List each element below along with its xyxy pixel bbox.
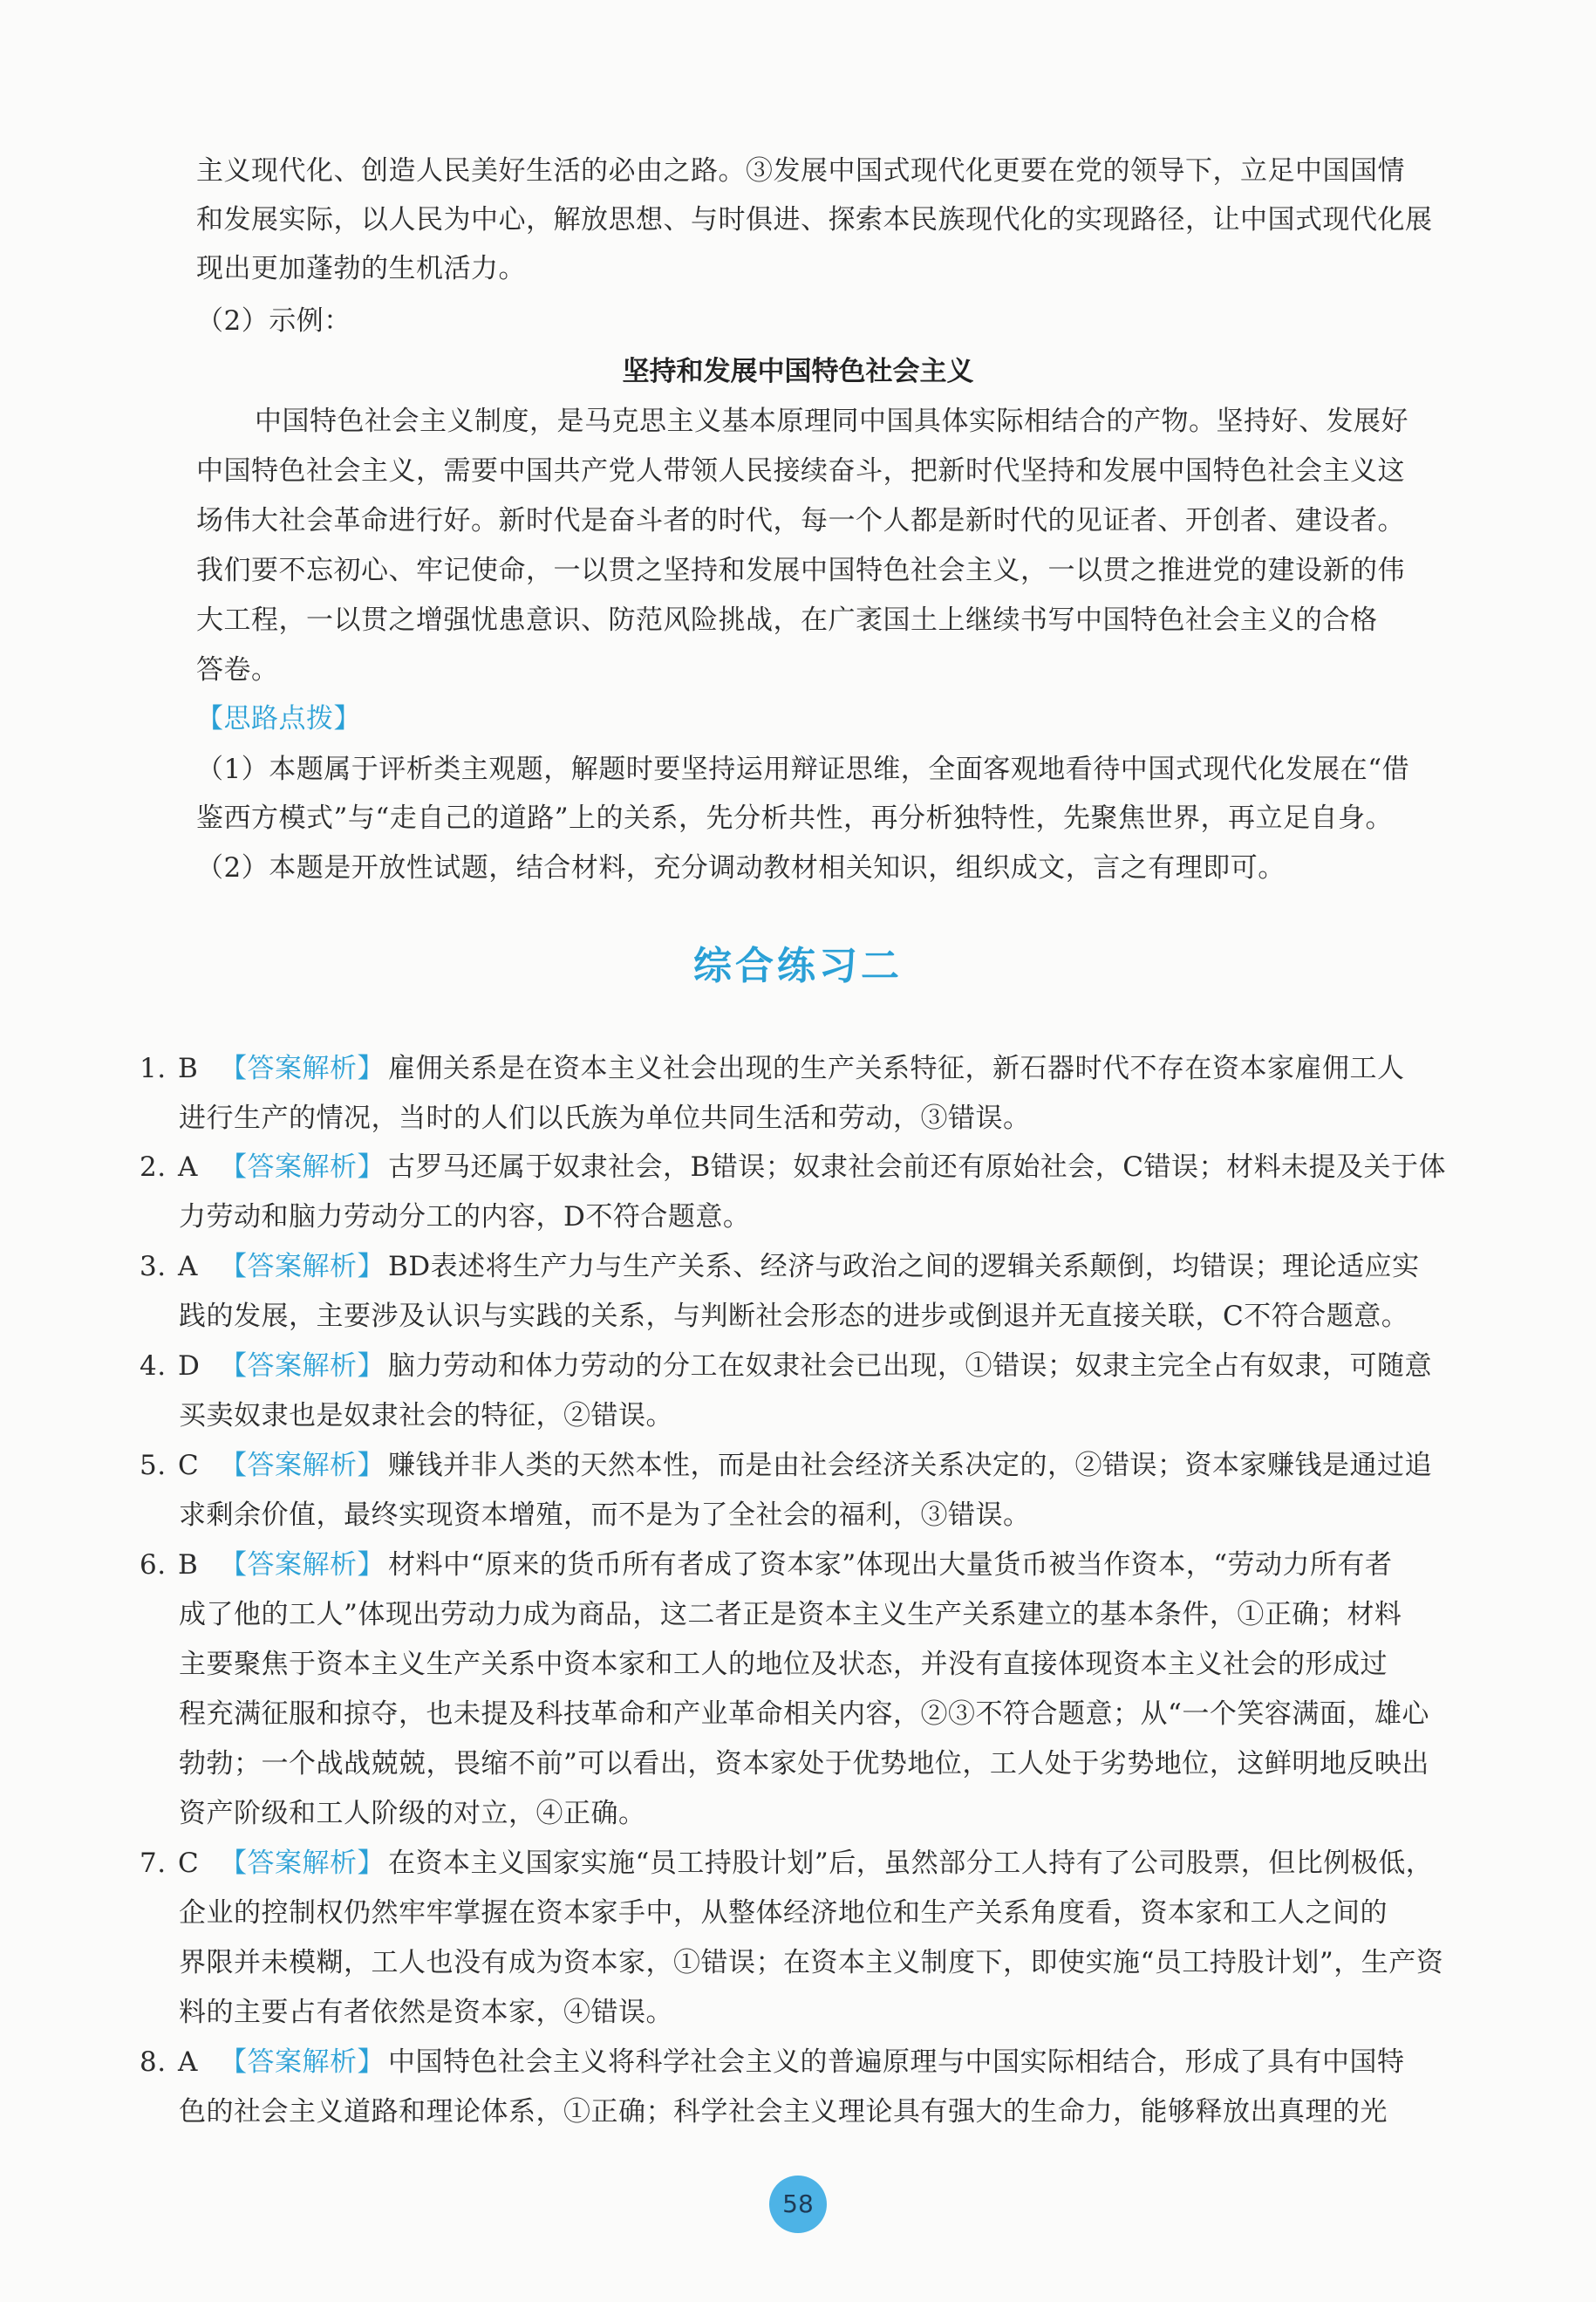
answer-continuation: 勃勃；一个战战兢兢，畏缩不前”可以看出，资本家处于优势地位，工人处于劣势地位，这鲜明地反映出 — [179, 1748, 1429, 1779]
answer-continuation: 成了他的工人”体现出劳动力成为商品，这二者正是资本主义生产关系建立的基本条件，①正确；材料 — [179, 1599, 1402, 1630]
answer-text: 中国特色社会主义将科学社会主义的普遍原理与中国实际相结合，形成了具有中国特 — [388, 2046, 1405, 2078]
answer-continuation: 践的发展，主要涉及认识与实践的关系，与判断社会形态的进步或倒退并无直接关联，C不符合题意。 — [179, 1301, 1409, 1332]
section-title: 综合练习二 — [693, 944, 903, 988]
answer-item — [140, 1547, 1461, 1582]
answer-letter: A — [178, 2046, 198, 2078]
answer-item — [140, 1349, 1461, 1383]
answer-letter: B — [178, 1053, 199, 1084]
answer-tag: 【答案解析】 — [220, 1848, 385, 1879]
answer-continuation: 企业的控制权仍然牢牢掌握在资本家手中，从整体经济地位和生产关系角度看，资本家和工人之间的 — [179, 1897, 1388, 1929]
answer-tag: 【答案解析】 — [220, 1251, 385, 1282]
answer-continuation: 色的社会主义道路和理论体系，①正确；科学社会主义理论具有强大的生命力，能够释放出真理的光 — [179, 2096, 1388, 2128]
answer-letter: C — [178, 1450, 200, 1481]
tip-line: （1）本题属于评析类主观题，解题时要坚持运用辩证思维，全面客观地看待中国式现代化发展在“借 — [196, 754, 1410, 785]
intro-line: 和发展实际，以人民为中心，解放思想、与时俱进、探索本民族现代化的实现路径，让中国式现代化展 — [196, 204, 1433, 236]
answer-item — [140, 1846, 1461, 1881]
essay-line: 答卷。 — [196, 654, 279, 686]
answer-item — [140, 1051, 1461, 1086]
answer-item — [140, 1150, 1461, 1185]
answer-continuation: 资产阶级和工人阶级的对立，④正确。 — [179, 1798, 646, 1829]
answer-continuation: 求剩余价值，最终实现资本增殖，而不是为了全社会的福利，③错误。 — [179, 1499, 1031, 1531]
question-number: 4. — [140, 1350, 167, 1382]
question-number: 6. — [140, 1549, 167, 1581]
answer-tag: 【答案解析】 — [220, 1053, 385, 1084]
answer-text: BD表述将生产力与生产关系、经济与政治之间的逻辑关系颠倒，均错误；理论适应实 — [388, 1251, 1420, 1282]
answer-continuation: 买卖奴隶也是奴隶社会的特征，②错误。 — [179, 1400, 673, 1431]
answer-text: 雇佣关系是在资本主义社会出现的生产关系特征，新石器时代不存在资本家雇佣工人 — [388, 1053, 1405, 1084]
answer-text: 脑力劳动和体力劳动的分工在奴隶社会已出现，①错误；奴隶主完全占有奴隶，可随意 — [388, 1350, 1432, 1382]
answer-continuation: 料的主要占有者依然是资本家，④错误。 — [179, 1997, 673, 2028]
answer-tag: 【答案解析】 — [220, 1350, 385, 1382]
answer-text: 在资本主义国家实施“员工持股计划”后，虽然部分工人持有了公司股票，但比例极低， — [388, 1848, 1434, 1879]
answer-continuation: 力劳动和脑力劳动分工的内容，D不符合题意。 — [179, 1201, 751, 1233]
question-number: 1. — [140, 1053, 167, 1084]
question-number: 2. — [140, 1151, 167, 1183]
answer-letter: A — [178, 1151, 198, 1183]
answer-continuation: 进行生产的情况，当时的人们以氏族为单位共同生活和劳动，③错误。 — [179, 1103, 1031, 1134]
answer-letter: B — [178, 1549, 199, 1581]
question-number: 8. — [140, 2046, 167, 2078]
question-number: 3. — [140, 1251, 167, 1282]
essay-line: 中国特色社会主义，需要中国共产党人带领人民接续奋斗，把新时代坚持和发展中国特色社会主义这 — [196, 455, 1405, 487]
essay-line: 场伟大社会革命进行好。新时代是奋斗者的时代，每一个人都是新时代的见证者、开创者、建设者。 — [196, 505, 1405, 536]
answer-text: 古罗马还属于奴隶社会，B错误；奴隶社会前还有原始社会，C错误；材料未提及关于体 — [388, 1151, 1446, 1183]
answer-item — [140, 1448, 1461, 1483]
answer-continuation: 程充满征服和掠夺，也未提及科技革命和产业革命相关内容，②③不符合题意；从“一个笑容满面，雄心 — [179, 1698, 1429, 1730]
example-label: （2）示例： — [196, 305, 351, 337]
answer-item — [140, 2045, 1461, 2080]
answer-letter: C — [178, 1848, 200, 1879]
answer-continuation: 界限并未模糊，工人也没有成为资本家，①错误；在资本主义制度下，即使实施“员工持股计划”，生产资 — [179, 1947, 1444, 1978]
intro-line: 主义现代化、创造人民美好生活的必由之路。③发展中国式现代化更要在党的领导下，立足中国国情 — [196, 155, 1405, 187]
question-number: 5. — [140, 1450, 167, 1481]
tip-line: 鉴西方模式”与“走自己的道路”上的关系，先分析共性，再分析独特性，先聚焦世界，再立足自身。 — [196, 803, 1394, 834]
essay-title: 坚持和发展中国特色社会主义 — [622, 356, 974, 387]
answer-item — [140, 1249, 1461, 1284]
essay-line: 中国特色社会主义制度，是马克思主义基本原理同中国具体实际相结合的产物。坚持好、发展好 — [255, 406, 1408, 437]
answer-text: 赚钱并非人类的天然本性，而是由社会经济关系决定的，②错误；资本家赚钱是通过追 — [388, 1450, 1432, 1481]
page-number: 58 — [769, 2176, 827, 2233]
answer-continuation: 主要聚焦于资本主义生产关系中资本家和工人的地位及状态，并没有直接体现资本主义社会的形成过 — [179, 1649, 1388, 1680]
tip-heading: 【思路点拨】 — [196, 703, 361, 734]
answer-tag: 【答案解析】 — [220, 2046, 385, 2078]
answer-text: 材料中“原来的货币所有者成了资本家”体现出大量货币被当作资本，“劳动力所有者 — [388, 1549, 1393, 1581]
essay-line: 大工程，一以贯之增强忧患意识、防范风险挑战，在广袤国土上继续书写中国特色社会主义的合格 — [196, 605, 1378, 636]
answer-tag: 【答案解析】 — [220, 1450, 385, 1481]
intro-line: 现出更加蓬勃的生机活力。 — [196, 253, 526, 284]
answer-letter: D — [178, 1350, 201, 1382]
answer-tag: 【答案解析】 — [220, 1151, 385, 1183]
answer-tag: 【答案解析】 — [220, 1549, 385, 1581]
tip-line: （2）本题是开放性试题，结合材料，充分调动教材相关知识，组织成文，言之有理即可。 — [196, 852, 1286, 884]
question-number: 7. — [140, 1848, 167, 1879]
essay-line: 我们要不忘初心、牢记使命，一以贯之坚持和发展中国特色社会主义，一以贯之推进党的建设新的伟 — [196, 555, 1405, 586]
answer-letter: A — [178, 1251, 198, 1282]
